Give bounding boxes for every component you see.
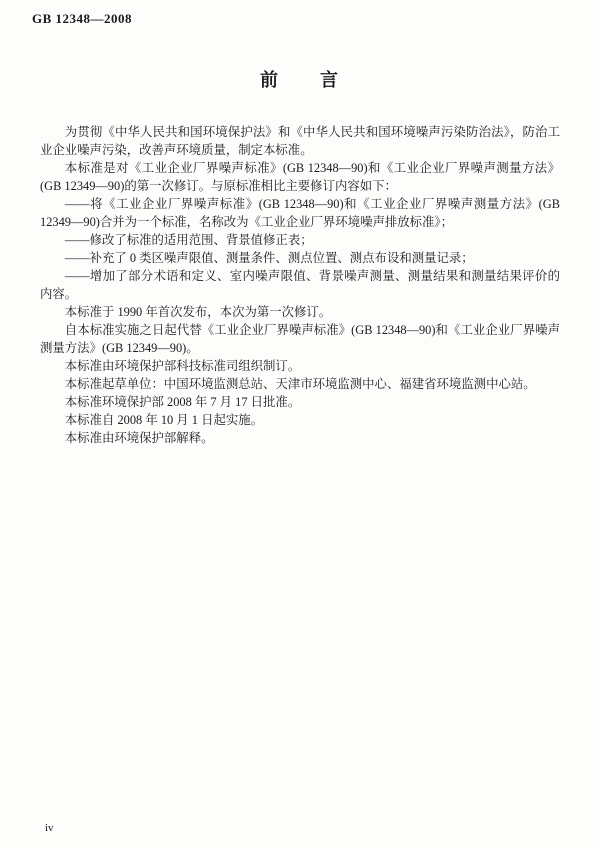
- standard-number: GB 12348—2008: [32, 11, 133, 26]
- paragraph: 本标准由环境保护部解释。: [64, 431, 214, 445]
- paragraph-revision-item: ——增加了部分术语和定义、室内噪声限值、背景噪声测量、测量结果和测量结果评价的内容。: [40, 269, 560, 301]
- paragraph: 本标准起草单位：中国环境监测总站、天津市环境监测中心、福建省环境监测中心站。: [64, 377, 536, 391]
- paragraph: 自本标准实施之日起代替《工业企业厂界噪声标准》(GB 12348—90)和《工业企业厂界噪声测量方法》(GB 12349—90)。: [40, 323, 560, 355]
- paragraph: 本标准自 2008 年 10 月 1 日起实施。: [64, 413, 264, 427]
- foreword-body: [40, 123, 560, 447]
- paragraph-revision-item: ——补充了 0 类区噪声限值、测量条件、测点位置、测点布设和测量记录；: [64, 251, 474, 265]
- paragraph: 为贯彻《中华人民共和国环境保护法》和《中华人民共和国环境噪声污染防治法》，防治工业企业噪声污染，改善声环境质量，制定本标准。: [40, 125, 560, 157]
- paragraph-revision-item: ——将《工业企业厂界噪声标准》(GB 12348—90)和《工业企业厂界噪声测量方法》(GB 12349—90)合并为一个标准，名称改为《工业企业厂界环境噪声排放标准》；: [40, 197, 560, 229]
- page-number: iv: [45, 822, 54, 834]
- paragraph: 本标准于 1990 年首次发布，本次为第一次修订。: [64, 305, 332, 319]
- paragraph: 本标准环境保护部 2008 年 7 月 17 日批准。: [64, 395, 301, 409]
- page-title: 前 言: [260, 70, 340, 90]
- paragraph: 本标准是对《工业企业厂界噪声标准》(GB 12348—90)和《工业企业厂界噪声测量方法》(GB 12349—90)的第一次修订。与原标准相比主要修订内容如下：: [40, 161, 560, 193]
- paragraph: 本标准由环境保护部科技标准司组织制订。: [64, 359, 301, 373]
- paragraph-revision-item: ——修改了标准的适用范围、背景值修正表；: [64, 233, 313, 247]
